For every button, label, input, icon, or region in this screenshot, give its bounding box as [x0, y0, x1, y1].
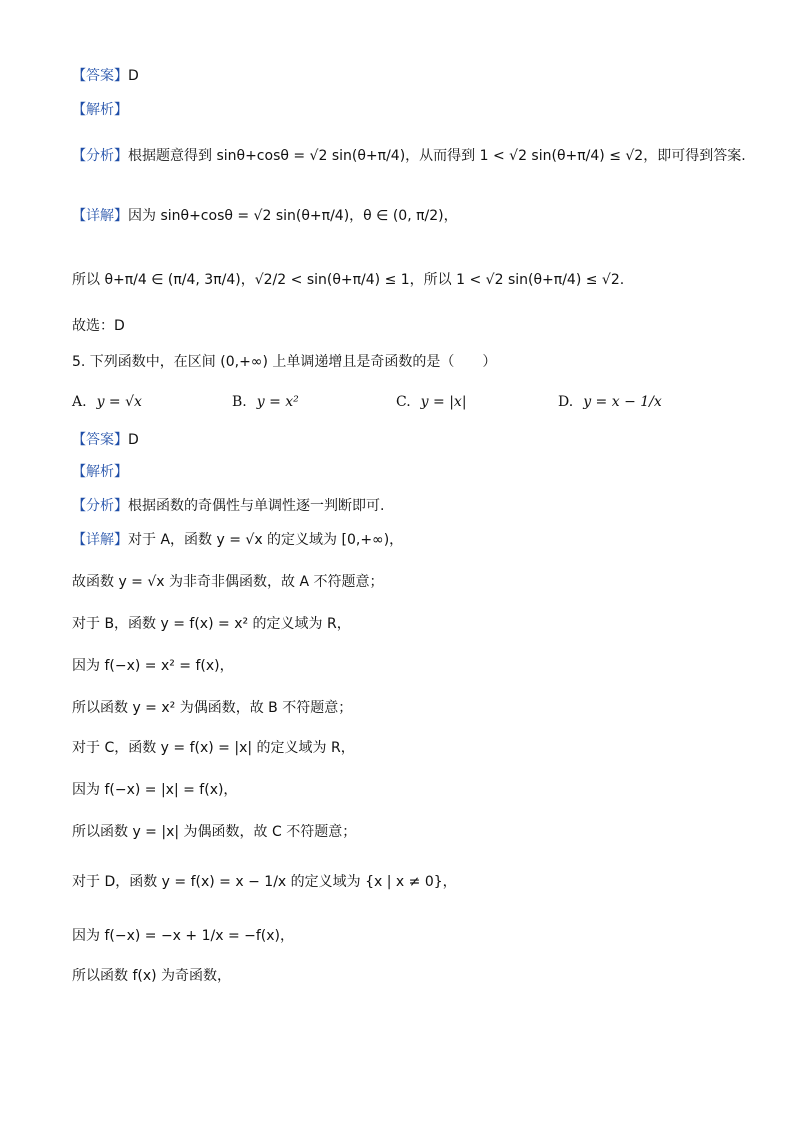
option-label: B.: [232, 394, 247, 410]
text-line-l11: [72, 966, 231, 986]
line-text: 所以函数 y = |x| 为偶函数，故 C 不符题意；: [72, 824, 357, 840]
line-text: 对于 D，函数 y = f(x) = x − 1/x 的定义域为 {x | x ≠ 0}，: [72, 874, 457, 890]
line-text: 所以函数 y = x² 为偶函数，故 B 不符题意；: [72, 700, 353, 716]
text-line-l3: [72, 614, 351, 634]
text-line-xj4a: [72, 206, 458, 226]
text-line-l9: [72, 872, 457, 892]
text-line-l4: [72, 656, 234, 676]
line-text: 对于 A，函数 y = √x 的定义域为 [0,+∞)，: [128, 532, 404, 548]
text-line-gx4: [72, 316, 125, 336]
text-line-l6: [72, 738, 355, 758]
text-line-q5: [72, 352, 496, 372]
line-text: 因为 sinθ+cosθ = √2 sin(θ+π/4)，θ ∈ (0, π/2)，: [128, 208, 458, 224]
option-label: D.: [558, 394, 574, 410]
text-line-jx4: [72, 100, 128, 120]
text-line-ans5: [72, 430, 139, 450]
section-tag: 【分析】: [72, 498, 128, 514]
line-text: 所以函数 f(x) 为奇函数，: [72, 968, 232, 984]
text-line-fx4: [72, 146, 746, 166]
line-text: 对于 B，函数 y = f(x) = x² 的定义域为 R，: [72, 616, 351, 632]
section-tag: 【答案】: [72, 432, 128, 448]
section-tag: 【解析】: [72, 464, 128, 480]
line-text: D: [128, 68, 139, 84]
text-line-l1: [72, 530, 403, 550]
option-expression: y = √x: [96, 394, 142, 410]
text-line-l2: [72, 572, 384, 592]
line-text: 因为 f(−x) = |x| = f(x)，: [72, 782, 238, 798]
line-text: 根据题意得到 sinθ+cosθ = √2 sin(θ+π/4)，从而得到 1 < √2 sin(θ+π/4) ≤ √2，即可得到答案.: [128, 148, 746, 164]
line-text: D: [128, 432, 139, 448]
line-text: 5. 下列函数中，在区间 (0,+∞) 上单调递增且是奇函数的是（ ）: [72, 354, 497, 370]
option-expression: y = x²: [256, 394, 299, 410]
section-tag: 【分析】: [72, 148, 128, 164]
option-b: [232, 394, 299, 410]
text-line-l5: [72, 698, 352, 718]
text-line-jx5: [72, 462, 128, 482]
option-expression: y = x − 1/x: [583, 394, 662, 410]
option-expression: y = |x|: [420, 394, 467, 410]
section-tag: 【答案】: [72, 68, 128, 84]
option-d: [558, 394, 662, 410]
text-line-l10: [72, 926, 294, 946]
text-line-ans4: [72, 66, 139, 86]
line-text: 根据函数的奇偶性与单调性逐一判断即可.: [128, 498, 385, 514]
text-line-xj4b: [72, 270, 624, 290]
section-tag: 【详解】: [72, 208, 128, 224]
text-line-fx5: [72, 496, 384, 516]
section-tag: 【解析】: [72, 102, 128, 118]
option-label: C.: [396, 394, 411, 410]
text-line-l7: [72, 780, 237, 800]
line-text: 因为 f(−x) = −x + 1/x = −f(x)，: [72, 928, 295, 944]
line-text: 对于 C，函数 y = f(x) = |x| 的定义域为 R，: [72, 740, 355, 756]
option-c: [396, 394, 467, 410]
option-label: A.: [72, 394, 87, 410]
line-text: 所以 θ+π/4 ∈ (π/4, 3π/4)，√2/2 < sin(θ+π/4) ≤ 1，所以 1 < √2 sin(θ+π/4) ≤ √2.: [72, 272, 625, 288]
option-a: [72, 394, 142, 410]
line-text: 故函数 y = √x 为非奇非偶函数，故 A 不符题意；: [72, 574, 384, 590]
line-text: 故选：D: [72, 318, 125, 334]
section-tag: 【详解】: [72, 532, 128, 548]
text-line-l8: [72, 822, 356, 842]
line-text: 因为 f(−x) = x² = f(x)，: [72, 658, 234, 674]
